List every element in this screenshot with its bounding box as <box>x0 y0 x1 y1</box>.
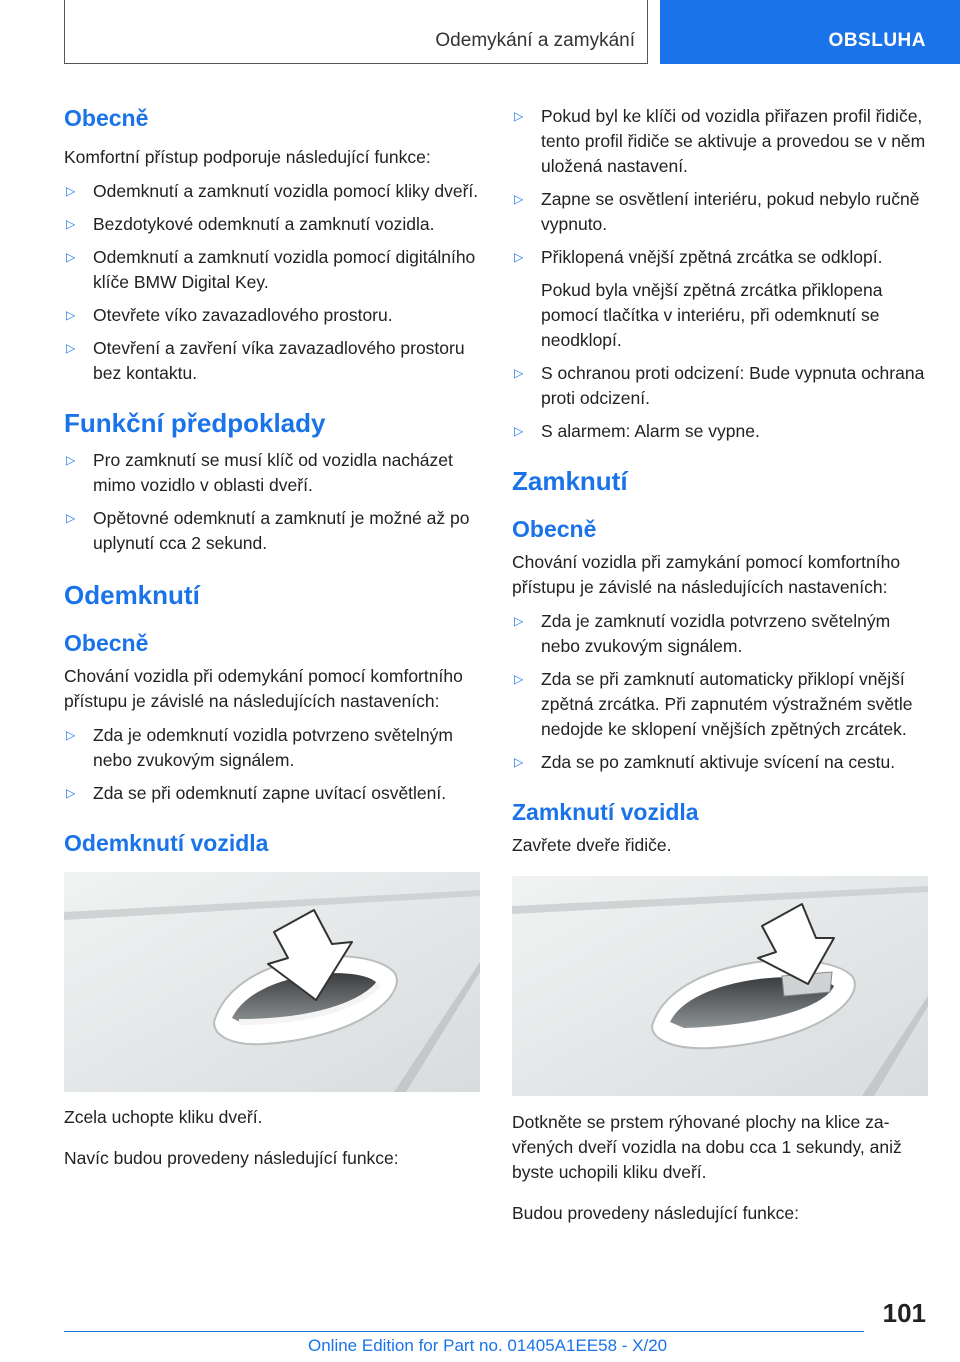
list-item: ▷ Odemknutí a zamknutí vozidla pomocí kliky dveří. <box>64 179 480 204</box>
door-handle-touch-illustration <box>512 876 928 1096</box>
lock-vehicle-text: Zavřete dveře řidiče. <box>512 835 672 855</box>
triangle-right-icon: ▷ <box>514 250 524 264</box>
lock-general-heading: Obecně <box>512 516 597 542</box>
header-section-box <box>660 0 960 64</box>
list-item: ▷ Bezdotykové odemknutí a zamknutí vozidla. <box>64 212 480 237</box>
triangle-right-icon: ▷ <box>66 453 76 467</box>
triangle-right-icon: ▷ <box>66 786 76 800</box>
list-item: ▷ Zda se při odemknutí zapne uvítací osvětlení. <box>64 781 480 806</box>
section-title: OBSLUHA <box>828 30 926 51</box>
general-list <box>64 179 480 386</box>
triangle-right-icon: ▷ <box>514 755 524 769</box>
unlock-functions-list-2 <box>512 361 928 444</box>
general-intro: Komfortní přístup podporuje následující funkce: <box>64 147 431 167</box>
unlock-general-heading: Obecně <box>64 630 149 656</box>
image-caption: Dotkněte se prstem rýhované plochy na klice zavřených dveří vozidla na dobu cca 1 sekundy, aniž byste uchopili kliku dveří. <box>512 1112 902 1182</box>
edition-info: Online Edition for Part no. 01405A1EE58 - X/20 <box>308 1336 668 1355</box>
door-handle-touch-image <box>512 876 928 1096</box>
door-handle-illustration <box>64 872 480 1092</box>
triangle-right-icon: ▷ <box>66 341 76 355</box>
list-item: ▷ S ochranou proti odcizení: Bude vypnuta ochrana proti odcizení. <box>514 363 925 408</box>
lock-general-list <box>512 609 928 775</box>
list-item: ▷ Zapne se osvětlení interiéru, pokud nebylo ručně vypnuto. <box>514 189 920 234</box>
list-item: ▷ Zda je zamknutí vozidla potvrzeno světelným nebo zvukovým signálem. <box>514 611 891 656</box>
triangle-right-icon: ▷ <box>514 614 524 628</box>
list-item: ▷ Zda je odemknutí vozidla potvrzeno světelným nebo zvukovým signálem. <box>66 725 453 770</box>
list-item: ▷ Otevření a zavření víka zavazadlového prostoru bez kontaktu. <box>66 338 465 383</box>
triangle-right-icon: ▷ <box>514 424 524 438</box>
unlock-vehicle-heading: Odemknutí vozidla <box>64 830 269 856</box>
header-chapter-box <box>64 0 648 64</box>
unlock-general-list <box>64 723 480 806</box>
list-item: ▷ S alarmem: Alarm se vypne. <box>512 419 928 444</box>
list-item: ▷ Pro zamknutí se musí klíč od vozidla nacházet mimo vozidlo v oblasti dveří. <box>66 450 453 495</box>
triangle-right-icon: ▷ <box>66 217 76 231</box>
list-item: ▷ Přiklopená vnější zpětná zrcátka se odklopí. <box>512 245 928 270</box>
lock-general-text: Chování vozidla při zamykání pomocí komfortního přístupu je závislé na následujících nastaveních: <box>512 552 901 597</box>
triangle-right-icon: ▷ <box>66 184 76 198</box>
triangle-right-icon: ▷ <box>66 308 76 322</box>
right-column <box>512 100 928 1226</box>
unlock-heading: Odemknutí <box>64 580 200 610</box>
door-handle-image <box>64 872 480 1092</box>
list-item: ▷ Otevřete víko zavazadlového prostoru. <box>64 303 480 328</box>
list-item: ▷ Odemknutí a zamknutí vozidla pomocí digitálního klíče BMW Digital Key. <box>66 247 476 292</box>
triangle-right-icon: ▷ <box>514 192 524 206</box>
list-item: ▷ Zda se při zamknutí automaticky přiklopí vnější zpětná zrcátka. Při zapnutém výstražném světle nedojde ke sklopení vnějších zpětných zrcátek. <box>514 669 913 739</box>
chapter-title: Odemykání a zamykání <box>435 30 635 51</box>
lock-vehicle-heading: Zamknutí vozidla <box>512 799 699 825</box>
list-item: ▷ Opětovné odemknutí a zamknutí je možné až po uplynutí cca 2 sekund. <box>66 508 470 553</box>
unlock-general-text: Chování vozidla při odemykání pomocí komfortního přístupu je závislé na následujících nastaveních: <box>64 666 463 711</box>
lock-heading: Zamknutí <box>512 466 628 496</box>
after-text: Navíc budou provedeny následující funkce: <box>64 1148 399 1168</box>
unlock-functions-list <box>512 104 928 270</box>
list-item: ▷ Pokud byl ke klíči od vozidla přiřazen profil řidiče, tento profil řidiče se aktivuje a provedou se v něm uložená nastavení. <box>514 106 926 176</box>
requirements-heading: Funkční předpoklady <box>64 408 326 438</box>
left-column <box>64 100 480 1171</box>
page-number: 101 <box>882 1298 926 1328</box>
requirements-list <box>64 448 480 556</box>
triangle-right-icon: ▷ <box>66 511 76 525</box>
general-heading: Obecně <box>64 105 149 131</box>
triangle-right-icon: ▷ <box>66 250 76 264</box>
triangle-right-icon: ▷ <box>514 672 524 686</box>
triangle-right-icon: ▷ <box>514 109 524 123</box>
after-text: Budou provedeny následující funkce: <box>512 1203 799 1223</box>
triangle-right-icon: ▷ <box>66 728 76 742</box>
footer-divider <box>64 1331 864 1332</box>
image-caption: Zcela uchopte kliku dveří. <box>64 1107 263 1127</box>
triangle-right-icon: ▷ <box>514 366 524 380</box>
list-item: ▷ Zda se po zamknutí aktivuje svícení na cestu. <box>512 750 928 775</box>
mirror-note: Pokud byla vnější zpětná zrcátka přiklopena pomocí tlačítka v interiéru, při odemknutí se neodklopí. <box>541 280 883 350</box>
